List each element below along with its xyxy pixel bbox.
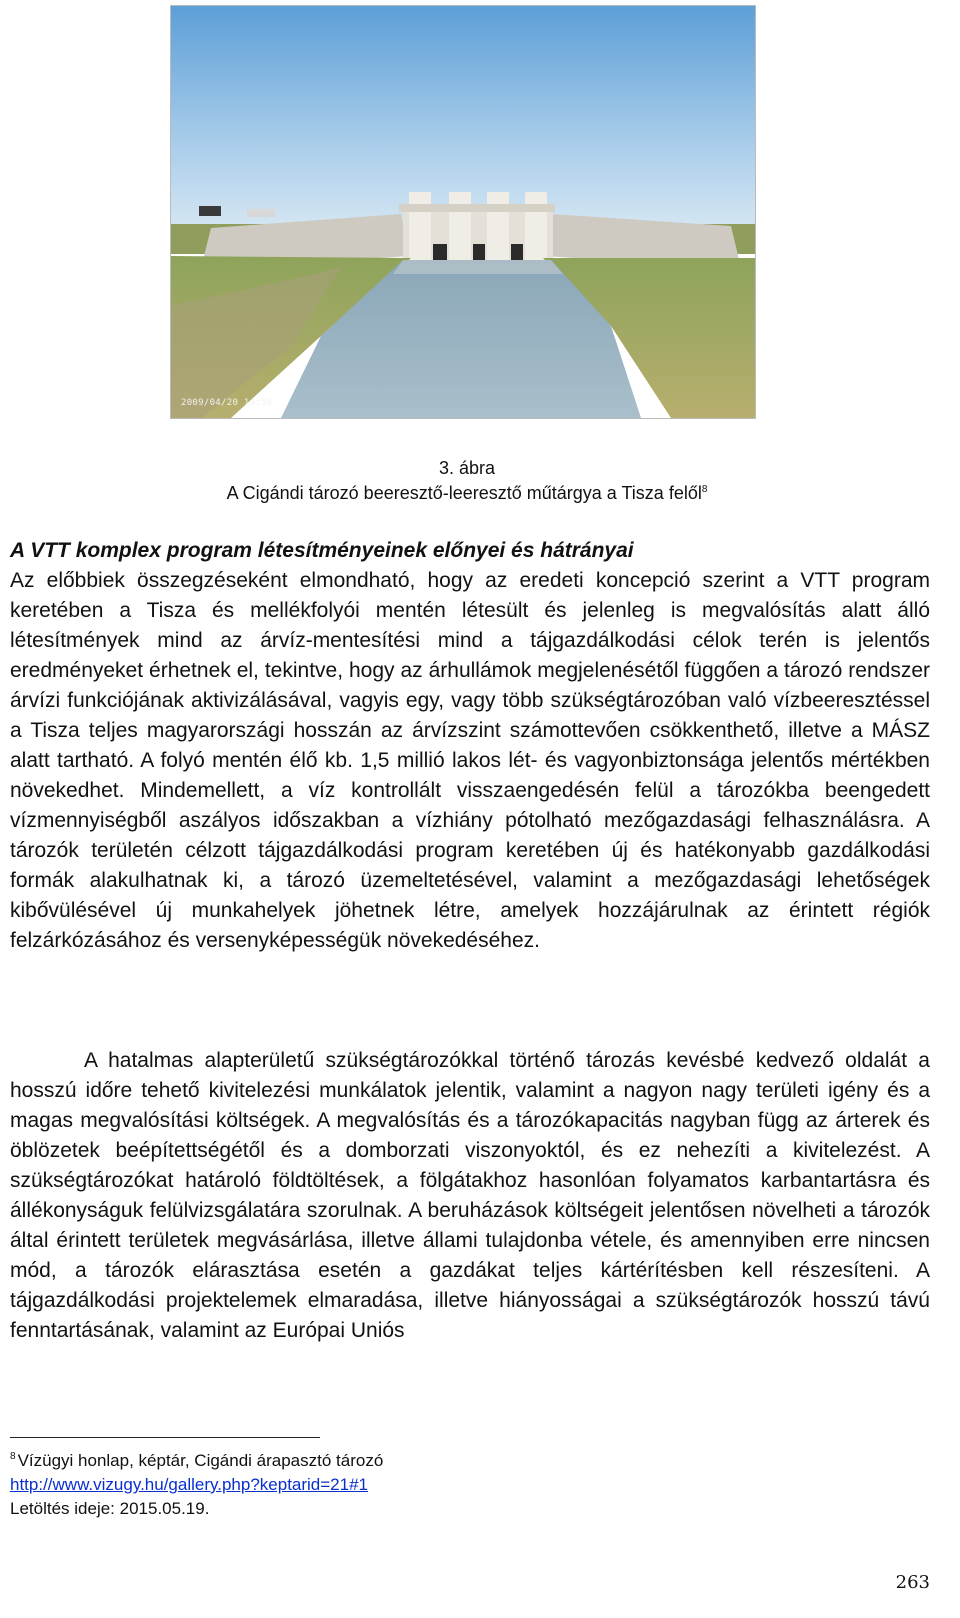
paragraph-1: Az előbbiek összegzéseként elmondható, hogy az eredeti koncepció szerint a VTT program keretében a Tisza és mellékfolyói mentén létesült és jelenleg is megvalósítás alatt álló létesítmények mind az árvíz-mentesítési mind a tájgazdálkodási célok terén is jelentős eredményeket érhetnek el, tekintve, hogy az árhullámok megjelenésétől függően a tározó rendszer árvízi funkciójának aktivizálásával, vagyis egy, vagy több szükségtározóban való vízbeeresztéssel a Tisza teljes magyarországi hosszán az árvízszint számottevően csökkenthető, illetve a MÁSZ alatt tartható. A folyó mentén élő kb. 1,5 millió lakos lét- és vagyonbiztonsága jelentős mértékben növekedhet. Mindemellett, a víz kontrollált visszaengedésén felül a tározókba beengedett vízmennyiségből aszályos időszakban a vízhiány pótolható mezőgazdasági felhasználásra. A tározók területén célzott tájgazdálkodási program keretében új és hatékonyabb gazdálkodási formák alakulhatnak ki, a tározó üzemeltetésével, valamint a mezőgazdasági lehetőségek kibővülésével új munkahelyek jöhetnek létre, amelyek hozzájárulnak az érintett régiók felzárkózásához és versenyképességük növekedéséhez. — [10, 569, 930, 952]
footnote-text: Vízügyi honlap, képtár, Cigándi árapasztó tározó — [17, 1451, 384, 1470]
footnote-number: 8 — [10, 1451, 16, 1463]
figure-number: 3. ábra — [438, 458, 496, 478]
dam-sluice-photo — [170, 5, 756, 419]
page-number: 263 — [895, 1572, 930, 1593]
footnote-divider — [10, 1437, 320, 1438]
footnote-link[interactable]: http://www.vizugy.hu/gallery.php?keptarid=21#1 — [10, 1475, 369, 1494]
dam-photo-drawing — [171, 6, 755, 418]
photo-timestamp: 2009/04/20 14:50 — [181, 398, 273, 408]
paragraph-2: A hatalmas alapterületű szükségtározókkal történő tározás kevésbé kedvező oldalát a hosszú időre tehető kivitelezési munkálatok jelentik, valamint a nagyon nagy területi igény és a magas megvalósítási költségek. A megvalósítás és a tározókapacitás nagyban függ az árterek és öblözetek beépítettségétől és a domborzati viszonyoktól, és ez nehezíti a kivitelezést. A szükségtározókat határoló földtöltések, a fölgátakhoz hasonlóan folyamatos karbantartásra és állékonyságuk felülvizsgálatára szorulnak. A beruházások költségeit jelentősen növelheti a tározók által érintett területek megvásárlása, illetve állami tulajdonba vétele, és amennyiben erre nincsen mód, a tározók elárasztása esetén a gazdákat teljes kártérítésben kell részesíteni. A tájgazdálkodási projektelemek elmaradása, illetve hiányosságai a szükségtározók hosszú távú fenntartásának, valamint az Európai Uniós — [10, 1049, 930, 1342]
figure-caption — [0, 481, 934, 505]
figure-caption-text: A Cigándi tározó beeresztő-leeresztő műtárgya a Tisza felől — [226, 483, 702, 503]
footnote-date: Letöltés ideje: 2015.05.19. — [10, 1499, 210, 1518]
section-heading: A VTT komplex program létesítményeinek előnyei és hátrányai — [10, 539, 634, 562]
footnote — [10, 1450, 383, 1472]
footnote-reference[interactable]: 8 — [701, 484, 708, 495]
